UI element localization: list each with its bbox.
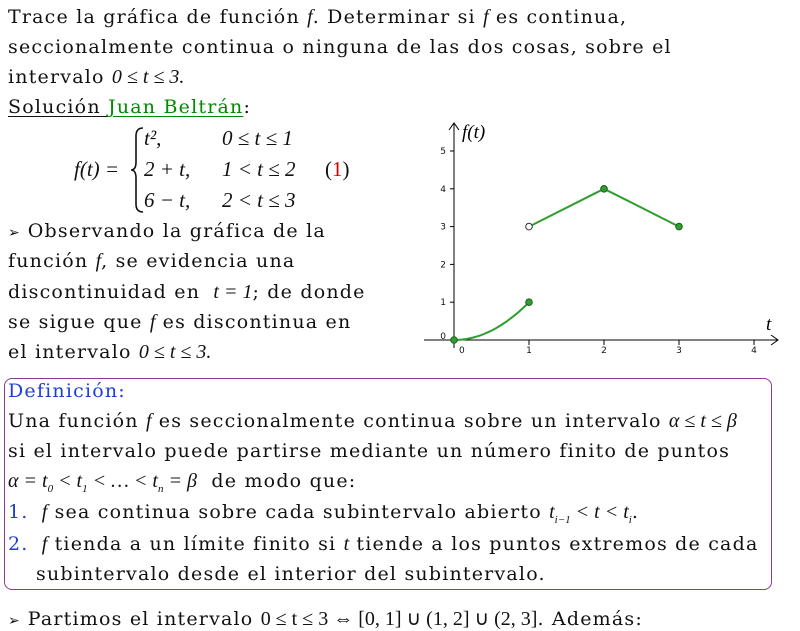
- problem-text: intervalo: [8, 66, 105, 88]
- definition-text: es seccionalmente continua sobre un intervalo: [158, 410, 662, 432]
- observation-text: ; de donde: [252, 281, 366, 303]
- discontinuity-point: t = 1: [213, 281, 253, 303]
- graph-curves: [451, 186, 683, 344]
- partition-points: $\alpha = t_0 < t_1$ < … < $t_n = \beta$: [8, 470, 197, 495]
- closed-endpoint: [526, 299, 533, 306]
- partition-line: [8, 606, 643, 631]
- x-axis-label: t: [766, 314, 772, 335]
- function-symbol: f: [149, 311, 156, 333]
- function-symbol: f: [41, 501, 48, 523]
- closed-endpoint: [601, 186, 608, 193]
- problem-line-1: [8, 6, 627, 29]
- open-endpoint: [526, 223, 533, 230]
- item-number: 1.: [8, 501, 29, 523]
- definition-line-1: [8, 410, 737, 433]
- y-tick-label: 0: [440, 332, 446, 342]
- partition-math: 0 ≤ t ≤ 3 ⇔ [0, 1] ∪ (1, 2] ∪ (2, 3]: [260, 608, 538, 630]
- problem-text: es continua,: [495, 6, 628, 28]
- solution-header: [8, 96, 251, 118]
- piece-row-3-cond: 2 < t ≤ 3: [222, 188, 296, 212]
- function-symbol: f: [95, 250, 102, 272]
- function-graph: [420, 116, 785, 366]
- problem-text: Trace la gráfica de función: [8, 6, 300, 28]
- y-tick-label: 4: [440, 184, 446, 195]
- piece-row-1-expr: t²,: [144, 126, 162, 150]
- curve-segment-1: [454, 302, 529, 340]
- item-number: 2.: [8, 533, 29, 555]
- interval-math: α ≤ t ≤ β: [668, 410, 737, 432]
- solution-colon: :: [243, 96, 252, 118]
- solution-label: Solución: [8, 96, 101, 118]
- definition-text: Una función: [8, 410, 139, 432]
- problem-line-2: seccionalmente continua o ninguna de las dos cosas, sobre el: [8, 36, 672, 58]
- definition-text: de modo que:: [211, 470, 357, 492]
- observation-text: es discontinua en: [162, 311, 352, 333]
- piecewise-lhs: f(t) =: [74, 157, 120, 181]
- piece-row-3-expr: 6 − t,: [144, 188, 191, 212]
- x-tick-label: 3: [676, 346, 682, 356]
- partition-text: Partimos el intervalo: [27, 608, 254, 630]
- curve-segment-2: [529, 189, 604, 227]
- function-symbol: f: [41, 533, 48, 555]
- observation-text: Observando la gráfica de la: [27, 220, 326, 242]
- definition-text: sea continua sobre cada subintervalo abierto: [54, 501, 542, 523]
- function-symbol: f: [307, 6, 313, 28]
- piece-row-1-cond: 0 ≤ t ≤ 1: [222, 126, 293, 150]
- arrow-bullet-icon: ➢: [8, 613, 20, 629]
- closed-endpoint: [451, 337, 458, 344]
- observation-line-5: [8, 341, 211, 364]
- definition-text: tiende a los puntos extremos de cada: [356, 533, 759, 555]
- observation-line-4: [8, 311, 351, 334]
- y-tick-label: 2: [440, 260, 446, 271]
- definition-item-2: [8, 533, 758, 556]
- y-tick-label: 1: [440, 298, 446, 309]
- function-symbol: f: [145, 410, 152, 432]
- x-tick-label: 2: [601, 346, 607, 356]
- observation-text: discontinuidad en: [8, 281, 201, 303]
- piece-row-2-cond: 1 < t ≤ 2: [222, 157, 296, 181]
- solution-author: Juan Beltrán: [108, 96, 244, 118]
- x-tick-label: 1: [526, 346, 532, 356]
- definition-text: tienda a un límite finito si: [54, 533, 337, 555]
- partition-text: . Además:: [537, 608, 643, 630]
- x-tick-label: 4: [751, 346, 757, 356]
- function-symbol: f: [483, 6, 489, 28]
- x-tick-label: 0: [459, 346, 465, 356]
- definition-title: Definición:: [8, 380, 126, 402]
- y-axis-label: f(t): [462, 122, 486, 143]
- interval-math: 0 ≤ t ≤ 3.: [138, 341, 212, 363]
- y-tick-label: 5: [440, 147, 446, 157]
- variable-symbol: t: [343, 533, 350, 555]
- observation-line-3: [8, 281, 366, 304]
- observation-text: se sigue que: [8, 311, 143, 333]
- graph-axes: [424, 123, 778, 356]
- y-tick-label: 3: [440, 222, 446, 233]
- piece-row-2-expr: 2 + t,: [144, 157, 191, 181]
- observation-line-2: [8, 250, 295, 273]
- problem-line-3: [8, 66, 184, 89]
- open-subinterval: $t_{i-1} < t < t_i$: [549, 501, 632, 526]
- definition-item-1: 1. f sea continua sobre cada subintervalo abierto $t_{i-1} < t < t_i$.: [8, 501, 640, 526]
- observation-text: , se evidencia una: [101, 250, 296, 272]
- interval-math: 0 ≤ t ≤ 3.: [111, 66, 185, 88]
- equation-number: (1): [325, 157, 350, 181]
- observation-text: el intervalo: [8, 341, 132, 363]
- curve-segment-3: [604, 189, 679, 227]
- problem-text: . Determinar si: [312, 6, 476, 28]
- definition-item-2-cont: subintervalo desde el interior del subintervalo.: [36, 563, 546, 585]
- definition-line-2: si el intervalo puede partirse mediante un número finito de puntos: [8, 440, 731, 462]
- closed-endpoint: [676, 223, 683, 230]
- definition-line-3: [8, 470, 356, 495]
- observation-line-1: [8, 220, 326, 242]
- observation-text: función: [8, 250, 89, 272]
- arrow-bullet-icon: ➢: [8, 225, 20, 241]
